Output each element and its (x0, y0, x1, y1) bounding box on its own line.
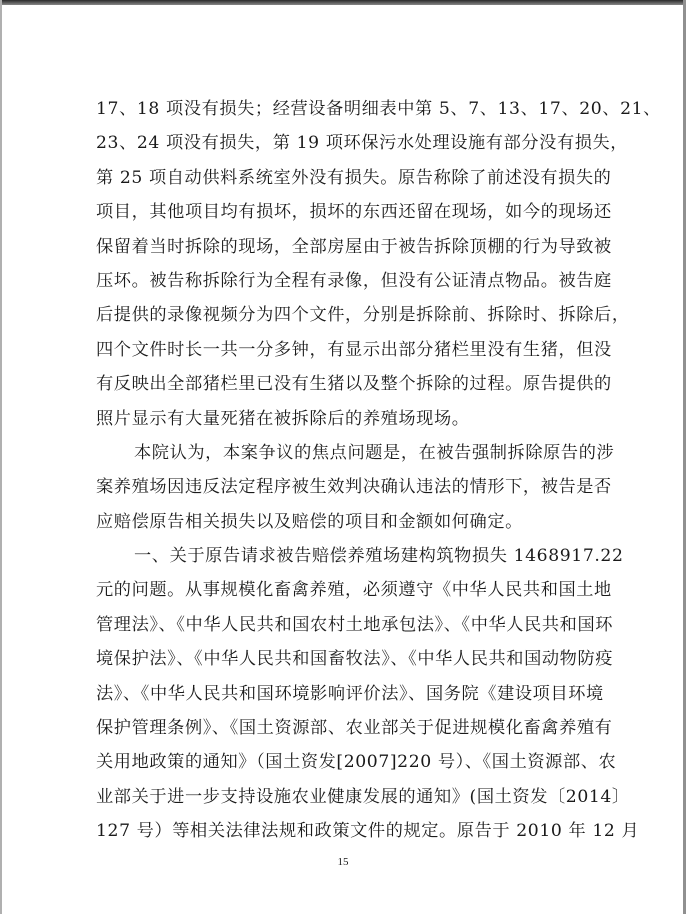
text-line: 23、24 项没有损失，第 19 项环保污水处理设施有部分没有损失， (96, 133, 629, 154)
text-line: 后提供的录像视频分为四个文件，分别是拆除前、拆除时、拆除后， (96, 305, 630, 326)
text-line: 第 25 项自动供料系统室外没有损失。原告称除了前述没有损失的 (96, 167, 612, 188)
text-line: 案养殖场因违反法定程序被生效判决确认违法的情形下，被告是否 (96, 477, 612, 498)
text-line: 压坏。被告称拆除行为全程有录像，但没有公证清点物品。被告庭 (96, 270, 612, 291)
text-line: 127 号）等相关法律法规和政策文件的规定。原告于 2010 年 12 月 (96, 821, 640, 842)
text-line: 法》、《中华人民共和国环境影响评价法》、国务院《建设项目环境 (96, 683, 604, 704)
text-line: 境保护法》、《中华人民共和国畜牧法》、《中华人民共和国动物防疫 (96, 649, 614, 670)
paragraph-start-line: 一、关于原告请求被告赔偿养殖场建构筑物损失 1468917.22 (134, 546, 624, 567)
paragraph-start-line: 本院认为，本案争议的焦点问题是，在被告强制拆除原告的涉 (134, 442, 615, 463)
text-line: 应赔偿原告相关损失以及赔偿的项目和金额如何确定。 (96, 511, 523, 532)
document-body (96, 92, 661, 849)
text-line: 元的问题。从事规模化畜禽养殖，必须遵守《中华人民共和国土地 (96, 580, 612, 601)
text-line: 关用地政策的通知》（国土资发[2007]220 号）、《国土资源部、农 (96, 752, 617, 773)
text-line: 17、18 项没有损失；经营设备明细表中第 5、7、13、17、20、21、 (96, 99, 661, 119)
text-line: 管理法》、《中华人民共和国农村土地承包法》、《中华人民共和国环 (96, 614, 614, 635)
text-line: 项目，其他项目均有损坏，损坏的东西还留在现场，如今的现场还 (96, 202, 612, 223)
scan-border-top (0, 0, 686, 5)
page-number: 15 (337, 856, 349, 868)
text-line: 有反映出全部猪栏里已没有生猪以及整个拆除的过程。原告提供的 (96, 374, 612, 395)
text-line: 照片显示有大量死猪在被拆除后的养殖场现场。 (96, 408, 470, 429)
text-line: 业部关于进一步支持设施农业健康发展的通知》(国土资发〔2014〕 (96, 786, 630, 807)
text-line: 保留着当时拆除的现场，全部房屋由于被告拆除顶棚的行为导致被 (96, 236, 612, 257)
text-line: 保护管理条例》、《国土资源部、农业部关于促进规模化畜禽养殖有 (96, 718, 613, 739)
text-line: 四个文件时长一共一分多钟，有显示出部分猪栏里没有生猪，但没 (96, 339, 612, 360)
scan-border-left (0, 0, 2, 914)
